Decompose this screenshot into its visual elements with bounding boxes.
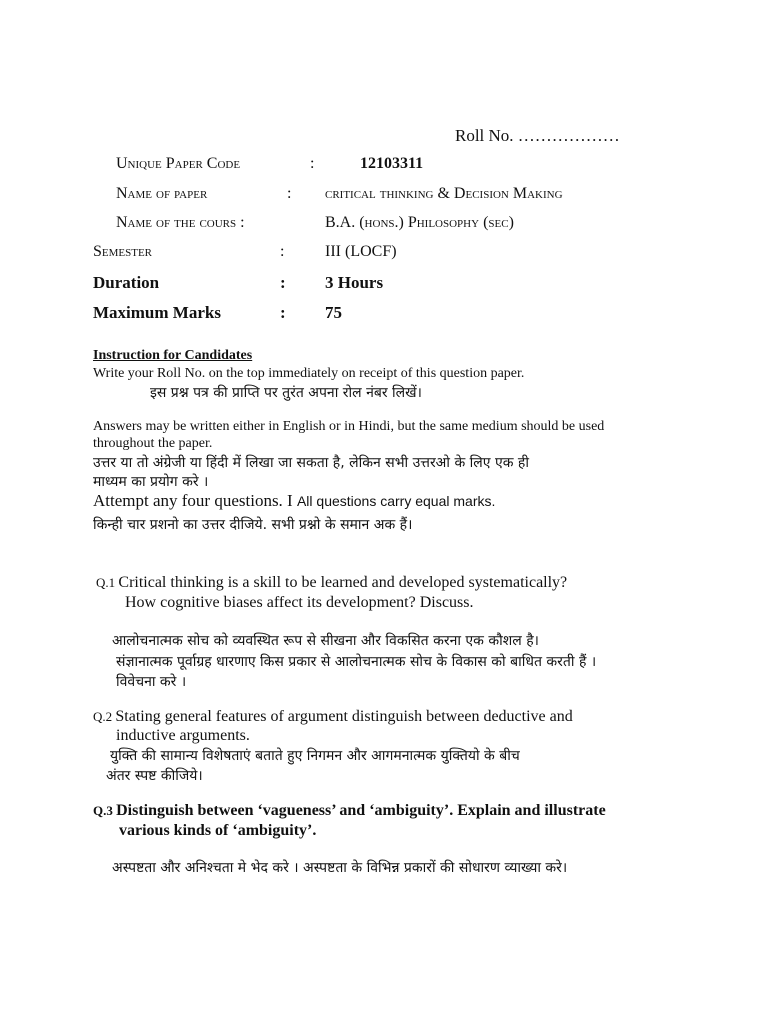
unique-paper-code-colon: : bbox=[310, 155, 315, 172]
roll-instruction-hindi: इस प्रश्न पत्र की प्राप्ति पर तुरंत अपना रोल नंबर लिखें। bbox=[150, 385, 422, 401]
semester-value: III (LOCF) bbox=[325, 243, 397, 260]
max-marks-colon: : bbox=[280, 303, 286, 322]
duration-colon: : bbox=[280, 273, 286, 292]
question-1 bbox=[96, 574, 567, 592]
question-2-hindi-2: अंतर स्पष्ट कीजिये। bbox=[106, 768, 203, 784]
attempt-instruction-hindi: किन्ही चार प्रशनो का उत्तर दीजिये. सभी प्रश्नो के समान अक हैं। bbox=[93, 517, 413, 533]
question-3-line-1: Distinguish between ‘vagueness’ and ‘ambiguity’. Explain and illustrate bbox=[116, 802, 606, 819]
question-3-hindi-1: अस्पष्टता और अनिश्चता मे भेद करे । अस्पष्टता के विभिन्न प्रकारों की सोधारण व्याख्या करे। bbox=[112, 860, 568, 876]
paper-name-colon: : bbox=[287, 185, 292, 202]
roll-number: Roll No. ……………… bbox=[455, 126, 620, 145]
semester-label: Semester bbox=[93, 243, 153, 260]
question-1-line-2: How cognitive biases affect its development? Discuss. bbox=[125, 594, 474, 611]
duration-label: Duration bbox=[93, 273, 160, 292]
medium-instruction-line-2: throughout the paper. bbox=[93, 436, 213, 451]
question-1-hindi-2: संज्ञानात्मक पूर्वाग्रह धारणाए किस प्रकार से आलोचनात्मक सोच के विकास को बाधित करती हैं । bbox=[116, 654, 597, 670]
course-name-value: B.A. (hons.) Philosophy (sec) bbox=[325, 214, 514, 231]
attempt-instruction-main: Attempt any four questions. I bbox=[93, 491, 297, 510]
question-2 bbox=[93, 708, 573, 726]
question-2-number: Q.2 bbox=[93, 709, 116, 724]
paper-name-label: Name of paper bbox=[116, 185, 208, 202]
medium-instruction-hindi-1: उत्तर या तो अंग्रेजी या हिंदी में लिखा जा सकता है, लेकिन सभी उत्तरओ के लिए एक ही bbox=[93, 455, 529, 471]
unique-paper-code-value: 12103311 bbox=[360, 155, 424, 172]
unique-paper-code-label: Unique Paper Code bbox=[116, 155, 241, 172]
medium-instruction-line-1: Answers may be written either in English or in Hindi, but the same medium should be used bbox=[93, 419, 605, 434]
instructions-heading: Instruction for Candidates bbox=[93, 348, 253, 363]
question-1-line-1: Critical thinking is a skill to be learned and developed systematically? bbox=[118, 574, 568, 591]
max-marks-value: 75 bbox=[325, 303, 342, 322]
question-2-hindi-1: युक्ति की सामान्य विशेषताएं बताते हुए निगमन और आगमनात्मक युक्तियो के बीच bbox=[110, 748, 520, 764]
roll-instruction: Write your Roll No. on the top immediately on receipt of this question paper. bbox=[93, 366, 525, 381]
course-name-label: Name of the cours : bbox=[116, 214, 245, 231]
question-1-number: Q.1 bbox=[96, 575, 119, 590]
paper-name-value: critical thinking & Decision Making bbox=[325, 185, 563, 202]
question-2-line-1: Stating general features of argument distinguish between deductive and bbox=[115, 708, 573, 725]
question-1-hindi-1: आलोचनात्मक सोच को व्यवस्थित रूप से सीखना और विकसित करना एक कौशल है। bbox=[112, 633, 539, 649]
medium-instruction-hindi-2: माध्यम का प्रयोग करे । bbox=[93, 474, 209, 490]
semester-colon: : bbox=[280, 243, 285, 260]
attempt-instruction bbox=[93, 491, 495, 511]
question-1-hindi-3: विवेचना करे । bbox=[116, 674, 187, 690]
duration-value: 3 Hours bbox=[325, 273, 384, 292]
attempt-instruction-sub: All questions carry equal marks. bbox=[296, 493, 496, 509]
question-3-number: Q.3 bbox=[93, 803, 117, 818]
question-2-line-2: inductive arguments. bbox=[116, 727, 250, 744]
question-3 bbox=[93, 802, 606, 820]
max-marks-label: Maximum Marks bbox=[93, 303, 221, 322]
question-3-line-2: various kinds of ‘ambiguity’. bbox=[119, 822, 317, 839]
